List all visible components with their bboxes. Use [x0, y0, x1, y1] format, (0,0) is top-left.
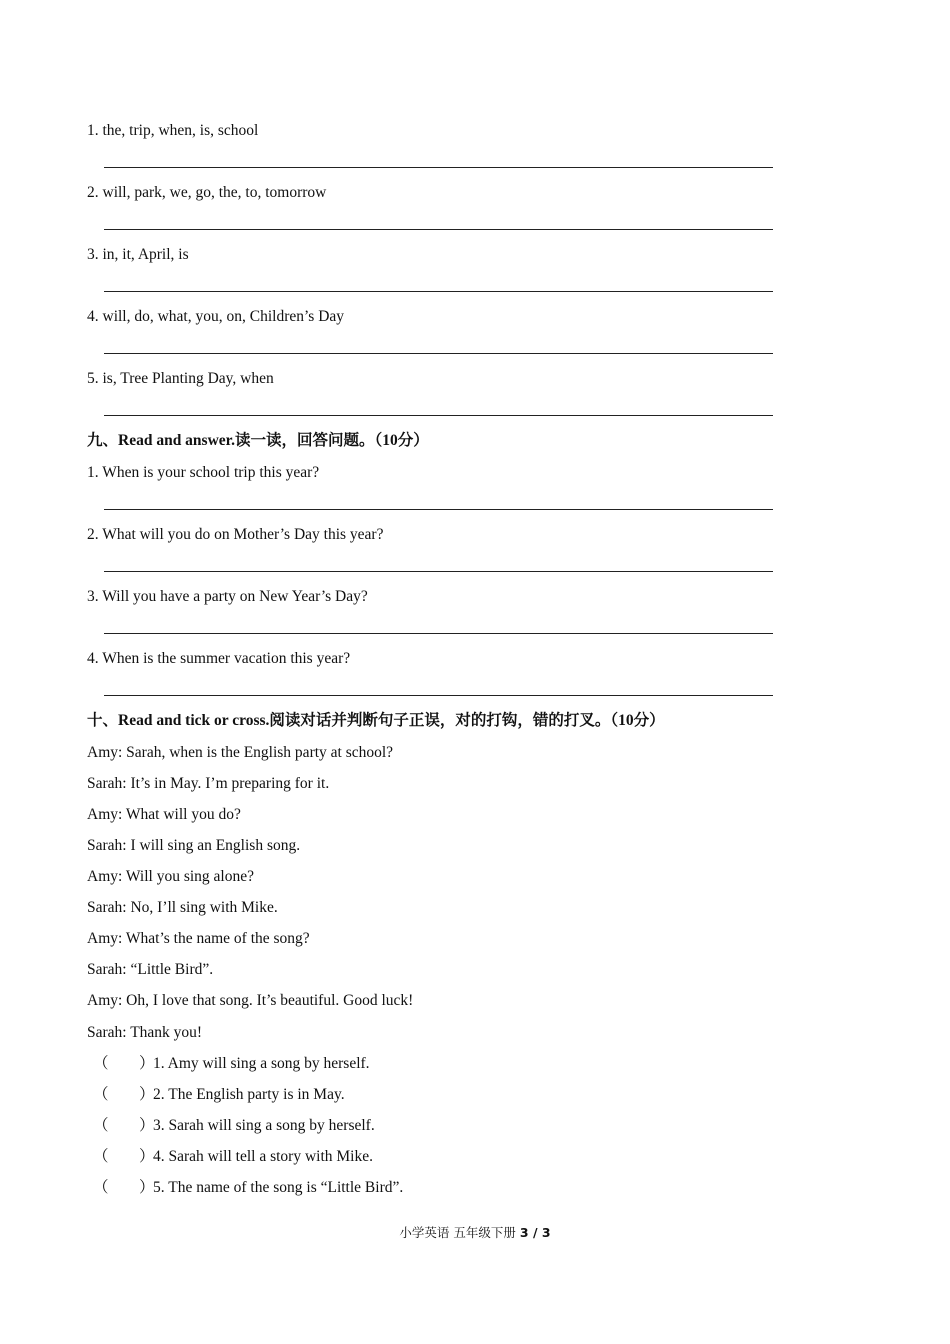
statement-text: 3. Sarah will sing a song by herself. — [153, 1117, 375, 1134]
answer-line-reorder-2[interactable] — [104, 229, 773, 230]
answer-paren-close: ） — [139, 1117, 155, 1134]
dialogue-line-10: Sarah: Thank you! — [87, 1024, 203, 1041]
question-1: 1. When is your school trip this year? — [87, 464, 320, 481]
dialogue-line-4: Sarah: I will sing an English song. — [87, 837, 301, 854]
statement-row-1[interactable] — [93, 1054, 370, 1074]
answer-paren-close: ） — [139, 1055, 155, 1072]
statement-row-4[interactable] — [93, 1147, 373, 1167]
dialogue-line-9: Amy: Oh, I love that song. It’s beautiful. Good luck! — [87, 992, 414, 1009]
answer-line-reorder-3[interactable] — [104, 291, 773, 292]
answer-paren-open: （ — [93, 1086, 109, 1103]
dialogue-line-7: Amy: What’s the name of the song? — [87, 930, 310, 947]
dialogue-line-2: Sarah: It’s in May. I’m preparing for it. — [87, 775, 330, 792]
answer-line-reorder-1[interactable] — [104, 167, 773, 168]
answer-line-question-2[interactable] — [104, 571, 773, 572]
reorder-item-1: 1. the, trip, when, is, school — [87, 122, 259, 139]
dialogue-line-1: Amy: Sarah, when is the English party at school? — [87, 744, 394, 761]
section10-heading: 十、Read and tick or cross.阅读对话并判断句子正误，对的打钩，错的打叉。（10分） — [87, 712, 665, 729]
answer-paren-open: （ — [93, 1148, 109, 1165]
answer-paren-open: （ — [93, 1117, 109, 1134]
answer-line-question-3[interactable] — [104, 633, 773, 634]
statement-text: 1. Amy will sing a song by herself. — [153, 1055, 370, 1072]
section9-heading: 九、Read and answer.读一读，回答问题。（10分） — [87, 432, 429, 449]
question-2: 2. What will you do on Mother’s Day this year? — [87, 526, 384, 543]
reorder-item-4: 4. will, do, what, you, on, Children’s Day — [87, 308, 345, 325]
statement-text: 2. The English party is in May. — [153, 1086, 345, 1103]
answer-paren-open: （ — [93, 1179, 109, 1196]
statement-text: 4. Sarah will tell a story with Mike. — [153, 1148, 373, 1165]
statement-text: 5. The name of the song is “Little Bird”. — [153, 1179, 404, 1196]
page-number: 3 / 3 — [519, 1225, 551, 1240]
statement-row-3[interactable] — [93, 1116, 375, 1136]
answer-paren-close: ） — [139, 1086, 155, 1103]
statement-row-2[interactable] — [93, 1085, 345, 1105]
dialogue-line-8: Sarah: “Little Bird”. — [87, 961, 214, 978]
answer-paren-open: （ — [93, 1055, 109, 1072]
answer-line-reorder-4[interactable] — [104, 353, 773, 354]
question-3: 3. Will you have a party on New Year’s Day? — [87, 588, 368, 605]
dialogue-line-3: Amy: What will you do? — [87, 806, 241, 823]
answer-line-question-4[interactable] — [104, 695, 773, 696]
dialogue-line-5: Amy: Will you sing alone? — [87, 868, 254, 885]
reorder-item-3: 3. in, it, April, is — [87, 246, 189, 263]
dialogue-line-6: Sarah: No, I’ll sing with Mike. — [87, 899, 278, 916]
answer-paren-close: ） — [139, 1148, 155, 1165]
question-4: 4. When is the summer vacation this year? — [87, 650, 351, 667]
reorder-item-2: 2. will, park, we, go, the, to, tomorrow — [87, 184, 327, 201]
page-footer — [0, 1224, 950, 1242]
answer-paren-close: ） — [139, 1179, 155, 1196]
footer-label: 小学英语 五年级下册 — [399, 1225, 516, 1240]
reorder-item-5: 5. is, Tree Planting Day, when — [87, 370, 274, 387]
answer-line-question-1[interactable] — [104, 509, 773, 510]
statement-row-5[interactable] — [93, 1178, 403, 1198]
answer-line-reorder-5[interactable] — [104, 415, 773, 416]
